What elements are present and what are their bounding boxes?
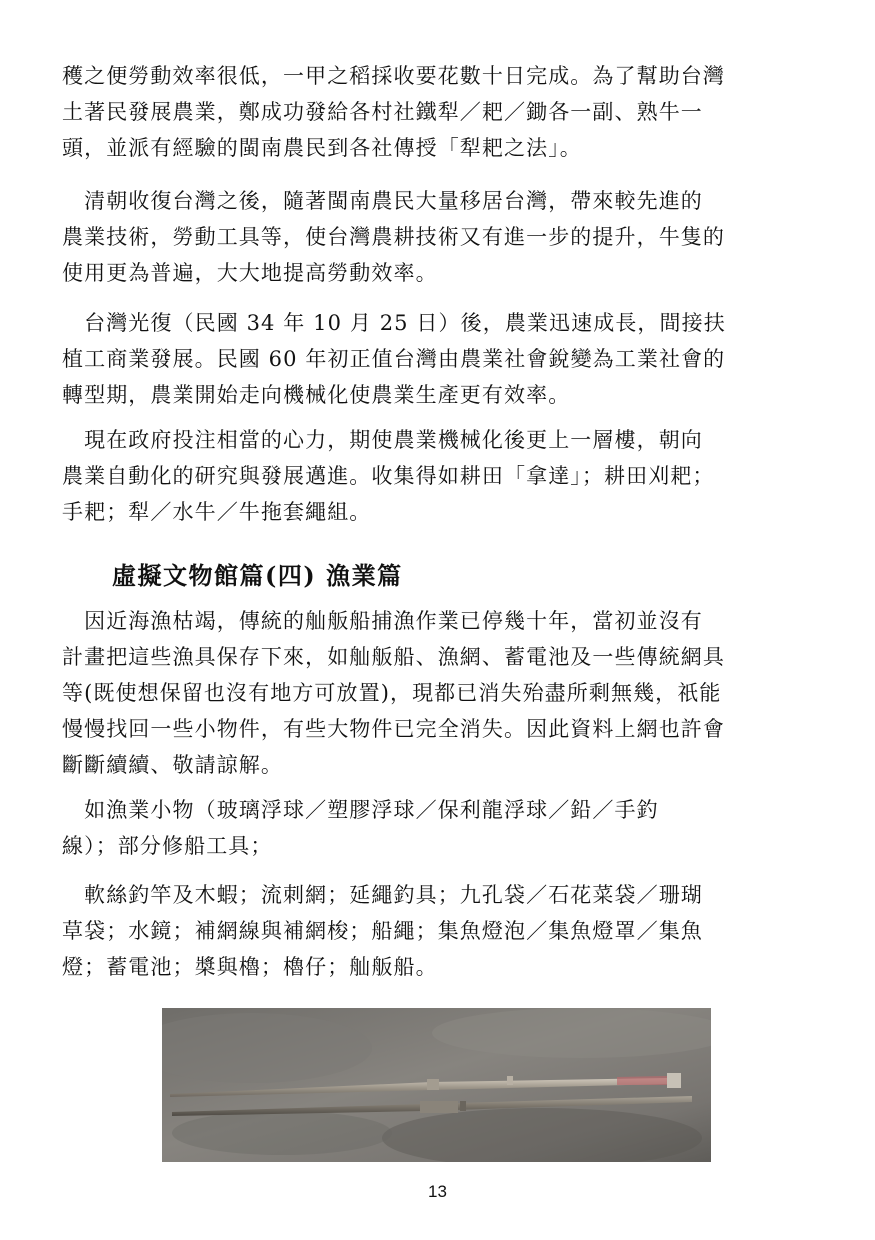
- text-line: 頭，並派有經驗的閩南農民到各社傳授「犁耙之法」。: [62, 136, 582, 160]
- paragraph-fishing-gear-list: [62, 877, 812, 985]
- text-line: 土著民發展農業，鄭成功發給各村社鐵犁／耙／鋤各一副、熟牛一: [62, 100, 703, 124]
- text-line: 轉型期，農業開始走向機械化使農業生產更有效率。: [62, 383, 571, 407]
- text-line: 等(既使想保留也沒有地方可放置)，現都已消失殆盡所剩無幾，祇能: [62, 681, 722, 705]
- text-line: 線）；部分修船工具；: [62, 834, 273, 858]
- text-line: 使用更為普遍，大大地提高勞動效率。: [62, 261, 438, 285]
- oars-photo: [162, 1008, 711, 1162]
- text-line: 手耙；犁／水牛／牛拖套繩組。: [62, 500, 372, 524]
- text-line: 燈；蓄電池；槳與櫓；櫓仔；舢舨船。: [62, 955, 438, 979]
- section-heading: 虛擬文物館篇(四) 漁業篇: [112, 561, 403, 590]
- text-line: 農業自動化的研究與發展邁進。收集得如耕田「拿達」；耕田刈耙；: [62, 464, 715, 488]
- text-line: 台灣光復（民國 34 年 10 月 25 日）後，農業迅速成長，間接扶: [62, 311, 726, 335]
- text-line: 穫之便勞動效率很低，一甲之稻採收要花數十日完成。為了幫助台灣: [62, 64, 725, 88]
- paragraph-small-items: [62, 792, 812, 864]
- text-line: 計畫把這些漁具保存下來，如舢舨船、漁網、蓄電池及一些傳統網具: [62, 645, 725, 669]
- text-line: 軟絲釣竿及木蝦；流刺網；延繩釣具；九孔袋／石花菜袋／珊瑚: [62, 883, 703, 907]
- paragraph-agriculture-history: [62, 58, 812, 166]
- text-line: 農業技術，勞動工具等，使台灣農耕技術又有進一步的提升，牛隻的: [62, 225, 725, 249]
- text-line: 植工商業發展。民國 60 年初正值台灣由農業社會銳變為工業社會的: [62, 347, 726, 371]
- paragraph-mechanization: [62, 422, 812, 530]
- paragraph-qing-dynasty: [62, 183, 812, 291]
- text-line: 慢慢找回一些小物件，有些大物件已完全消失。因此資料上網也許會: [62, 717, 725, 741]
- text-line: 斷斷續續、敬請諒解。: [62, 753, 283, 777]
- text-line: 現在政府投注相當的心力，期使農業機械化後更上一層樓，朝向: [62, 428, 703, 452]
- paragraph-fishing-decline: [62, 603, 812, 783]
- paragraph-retrocession: [62, 305, 812, 413]
- text-line: 清朝收復台灣之後，隨著閩南農民大量移居台灣，帶來較先進的: [62, 189, 703, 213]
- text-line: 草袋；水鏡；補網線與補網梭；船繩；集魚燈泡／集魚燈罩／集魚: [62, 919, 703, 943]
- page-number: 13: [428, 1182, 447, 1201]
- text-line: 因近海漁枯竭，傳統的舢舨船捕漁作業已停幾十年，當初並沒有: [62, 609, 703, 633]
- text-line: 如漁業小物（玻璃浮球／塑膠浮球／保利龍浮球／鉛／手釣: [62, 798, 659, 822]
